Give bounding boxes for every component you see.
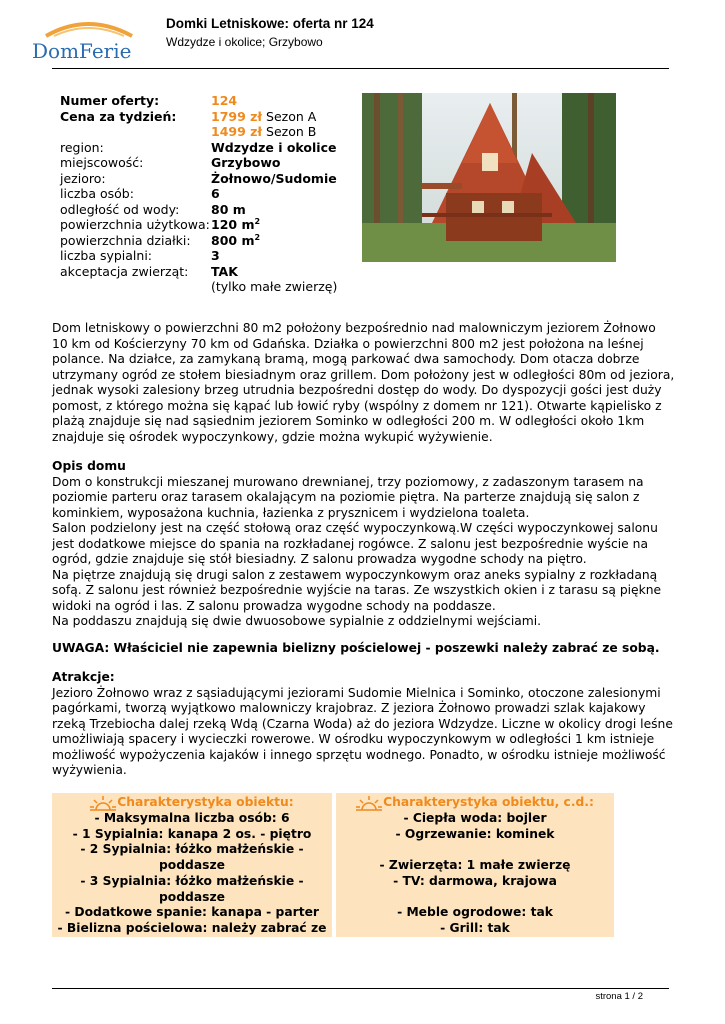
house-line: kominkiem, wyposażona kuchnia, łazienka z prysznicem i wydzielona toaleta. (52, 505, 530, 520)
house-line: Salon podzielony jest na część stołową oraz część wypoczynkową.W części wypoczynkowej salonu (52, 521, 658, 535)
page-number: strona 1 / 2 (595, 991, 643, 1002)
detail-value (211, 233, 260, 249)
detail-row (60, 171, 337, 187)
attractions-line: rzeką Trzebiocha dalej rzeką Wdą (Czarna Woda) aż do jeziora Wdzydze. Liczne w okolicy drogi leśne (52, 716, 673, 731)
detail-value-text: 120 m (211, 217, 255, 232)
features-box-right (336, 793, 614, 937)
attractions-line: umożliwiają spacery i wycieczki rowerowe. W ośrodku wypoczynkowym w odległości 1 km istnieje (52, 732, 655, 746)
feature-item: - Ciepła woda: bojler (403, 811, 547, 825)
description-line: polance. Na działce, za zamykaną bramą, mogą parkować dwa samochody. Dom otacza dobrze (52, 352, 640, 366)
footer-divider (52, 988, 669, 989)
feature-item: - Ogrzewanie: kominek (395, 826, 555, 841)
detail-label: powierzchnia użytkowa: (60, 217, 210, 232)
detail-value-text: Wdzydze i okolice (211, 139, 337, 155)
warning-text: UWAGA: Właściciel nie zapewnia bielizny pościelowej - poszewki należy zabrać ze sobą. (52, 641, 660, 655)
detail-value (211, 171, 337, 187)
detail-row (60, 202, 337, 218)
detail-row (60, 155, 337, 171)
detail-label: powierzchnia działki: (60, 232, 191, 248)
detail-value-text: Żołnowo/Sudomie (211, 170, 337, 186)
house-heading: Opis domu (52, 459, 126, 473)
detail-row (60, 140, 337, 156)
price-b: 1499 zł (211, 124, 263, 139)
attractions-line: wyżywienia. (52, 763, 127, 777)
detail-label: liczba sypialni: (60, 248, 153, 263)
detail-value (211, 140, 336, 156)
description (52, 321, 675, 445)
detail-label: liczba osób: (60, 186, 134, 201)
description-line: pomost, z którego można się kąpać lub łowić ryby (wspólny z domem nr 121). Otwarte kąpielisko z (52, 398, 662, 413)
detail-row (60, 248, 337, 264)
cottage-photo (362, 93, 616, 262)
feature-item: - Maksymalna liczba osób: 6 (94, 811, 290, 825)
feature-item: - 1 Sypialnia: kanapa 2 os. - piętro (72, 826, 312, 841)
detail-value (211, 264, 238, 280)
features-list-right (336, 811, 614, 937)
offer-number: 124 (211, 93, 238, 108)
description-line: 10 km od Kościerzyny 70 km od Gdańska. Działka o powierzchni 800 m2 jest położona na leśnej (52, 336, 644, 351)
features-title-left: Charakterystyka obiektu: (117, 795, 294, 810)
house-section (52, 459, 664, 630)
detail-label: odległość od wody: (60, 201, 180, 217)
description-line: jednak wysoki zalesiony brzeg utrudnia bezpośredni dostęp do wody. Do dyspozycji gości jest duży (52, 383, 662, 397)
season-a: Sezon A (266, 108, 317, 124)
document-title: Domki Letniskowe: oferta nr 124 (166, 16, 374, 31)
attractions-description (52, 685, 673, 779)
detail-value (211, 217, 260, 233)
attractions-heading: Atrakcje: (52, 670, 115, 684)
feature-item: - Bielizna pościelowa: należy zabrać ze (57, 920, 327, 935)
detail-unit-superscript: 2 (254, 217, 261, 226)
house-line: Na piętrze znajdują się drugi salon z zestawem wypoczynkowym oraz aneks sypialny z rozkładaną (52, 567, 658, 582)
feature-item: - Meble ogrodowe: tak (397, 905, 553, 920)
feature-item (336, 842, 614, 858)
attractions-line: możliwość wypożyczenia kajaków i innego sprzętu wodnego. Ponadto, w ośrodku istnieje możliwość (52, 747, 666, 762)
feature-item: - Zwierzęta: 1 małe zwierzę (379, 858, 571, 873)
house-description (52, 475, 664, 630)
season-b: Sezon B (266, 124, 317, 139)
detail-value-text: Grzybowo (211, 155, 281, 170)
detail-row (60, 233, 337, 249)
description-line: plażą znajduje się nad sąsiednim jeziorem Sominko w odległości 200 m. W odległości około 1km (52, 414, 645, 428)
detail-value (211, 248, 220, 264)
detail-label: jezioro: (60, 170, 106, 186)
detail-value (211, 155, 281, 171)
house-line: widoki na ogród i las. Z salonu prowadza wygodne schody na poddasze. (52, 598, 496, 613)
detail-value (211, 186, 220, 202)
attractions-line: pagórkami, tworzą wyjątkowo malowniczy krajobraz. Z jeziora Żołnowo prowadzi szlak kajakowy (52, 701, 646, 715)
detail-row (60, 217, 337, 233)
document-subtitle: Wdzydze i okolice; Grzybowo (166, 35, 323, 49)
detail-value-text: TAK (211, 263, 238, 279)
house-line: sofą. Z salonu jest również bezpośrednie wyjście na taras. Ze wszystkich okien i z tarasu są piękne (52, 583, 662, 597)
detail-label: region: (60, 139, 104, 155)
description-line: utrzymany ogród ze stołem biesiadnym oraz grillem. Dom położony jest w odległości 80m od jeziora, (52, 367, 675, 382)
attractions-section (52, 670, 673, 779)
header-divider (52, 68, 669, 69)
house-line: poziomie parteru oraz tarasem okalającym na poziomie piętra. Na parterze znajdują się salon z (52, 490, 640, 504)
feature-item: poddasze (159, 858, 225, 873)
domferie-logo[interactable] (28, 14, 146, 66)
offer-details (60, 140, 337, 280)
house-line: Dom o konstrukcji mieszanej murowano drewnianej, trzy poziomowy, z zadaszonym tarasem na (52, 474, 644, 489)
detail-label: akceptacja zwierząt: (60, 263, 189, 279)
house-line: Na poddaszu znajdują się dwie dwuosobowe sypialnie z oddzielnymi wejściami. (52, 614, 542, 628)
detail-value-text: 3 (211, 248, 220, 263)
feature-item: - 2 Sypialnia: łóżko małżeńskie - (80, 842, 304, 857)
animals-note: (tylko małe zwierzę) (211, 279, 338, 294)
logo-text: DomFerie (32, 39, 132, 63)
detail-unit-superscript: 2 (254, 232, 261, 242)
description-line: Dom letniskowy o powierzchni 80 m2 położony bezpośrednio nad malowniczym jeziorem Żołnowo (52, 321, 656, 335)
description-line: znajduje się ośrodek wypoczynkowy, gdzie można wykupić wyżywienie. (52, 429, 493, 444)
attractions-line: Jezioro Żołnowo wraz z sąsiadującymi jeziorami Sudomie Mielnica i Sominko, otoczone zalesionymi (52, 685, 661, 700)
price-label: Cena za tydzień: (60, 108, 177, 124)
feature-item: - Grill: tak (440, 920, 510, 935)
detail-value-text: 80 m (211, 201, 246, 217)
house-line: ogród, gdzie znajduje się stół biesiadny. Z salonu prowadza wygodne schody na piętro. (52, 552, 587, 566)
price-a: 1799 zł (211, 108, 263, 124)
sun-icon (356, 795, 382, 811)
feature-item: - TV: darmowa, krajowa (393, 873, 557, 888)
detail-row (60, 186, 337, 202)
house-line: jest dodatkowe miejsce do spania na rozkładanej rogówce. Z salonu jest bezpośrednie wyście na (52, 536, 648, 551)
detail-value (211, 202, 246, 218)
feature-item (336, 890, 614, 906)
feature-item: poddasze (159, 889, 225, 904)
detail-value-text: 800 m (211, 232, 255, 248)
features-title-right: Charakterystyka obiektu, c.d.: (383, 795, 594, 810)
offer-number-label: Numer oferty: (60, 93, 160, 108)
detail-value-text: 6 (211, 186, 220, 201)
feature-item: - 3 Sypialnia: łóżko małżeńskie - (80, 873, 304, 888)
offer-info (60, 93, 337, 295)
detail-row (60, 264, 337, 280)
sun-icon (90, 795, 116, 811)
features-box-left (52, 793, 332, 937)
features-list-left (52, 811, 332, 937)
detail-label: miejscowość: (60, 155, 144, 170)
feature-item: - Dodatkowe spanie: kanapa - parter (65, 905, 319, 920)
